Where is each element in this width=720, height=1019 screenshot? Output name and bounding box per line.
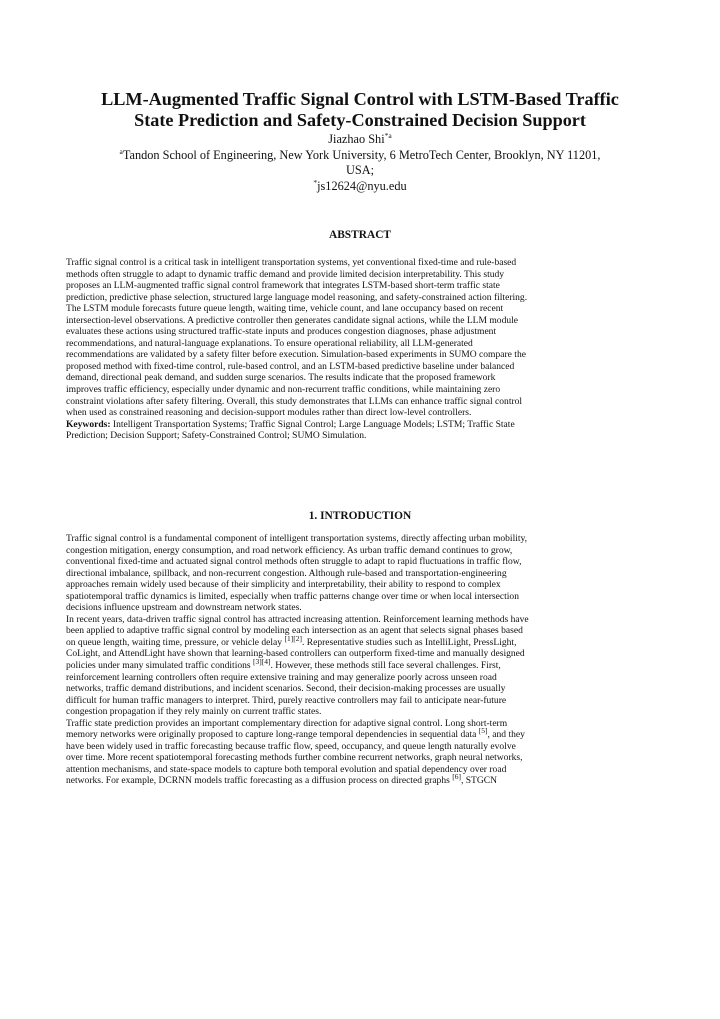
intro-line: congestion propagation if they rely mainly on current traffic states. [66, 706, 322, 718]
email-text: js12624@nyu.edu [317, 179, 407, 193]
intro-line: over time. More recent spatiotemporal forecasting methods further combine recurrent networks, graph neural networks, [66, 752, 523, 764]
intro-line: approaches remain widely used because of their simplicity and interpretability, their ability to respond to complex [66, 579, 501, 591]
author-text: Jiazhao Shi [328, 132, 385, 146]
keywords-text: Intelligent Transportation Systems; Traffic Signal Control; Large Language Models; LSTM; Traffic State [110, 418, 515, 430]
author-superscript: *a [384, 130, 392, 140]
abstract-line: proposes an LLM-augmented traffic signal control framework that integrates LSTM-based short-term traffic state [66, 280, 500, 292]
abstract-line: improves traffic efficiency, especially under dynamic and non-recurrent traffic conditions, while maintaining zero [66, 384, 501, 396]
intro-line: reinforcement learning controllers often require extensive training and may generalize poorly across unseen road [66, 671, 497, 683]
citation-ref: [3][4] [253, 656, 271, 666]
intro-line: CoLight, and AttendLight have shown that learning-based controllers can outperform fixed-time and manually designed [66, 648, 525, 660]
affiliation-line: $^a$Tandon School of Engineering, New York University, 6 MetroTech Center, Brooklyn, NY 11201, [119, 146, 601, 162]
title-line: LLM-Augmented Traffic Signal Control with LSTM-Based Traffic [101, 89, 619, 109]
intro-line: In recent years, data-driven traffic signal control has attracted increasing attention. Reinforcement learning methods have [66, 613, 529, 625]
intro-line: congestion mitigation, energy consumption, and road network efficiency. As urban traffic demand continues to grow, [66, 544, 513, 556]
affiliation-superscript: a [119, 146, 123, 156]
intro-line: decisions influence upstream and downstream network states. [66, 602, 302, 614]
intro-line: policies under many simulated traffic conditions [3][4]. However, these methods still face several challenges. First, [66, 656, 501, 672]
keywords-line [66, 419, 658, 431]
email-superscript: * [313, 177, 318, 187]
intro-line: networks, traffic demand distributions, and incident scenarios. Second, their decision-making processes are usually [66, 683, 506, 695]
abstract-line: demand, directional peak demand, and sudden surge scenarios. The results indicate that the proposed framework [66, 372, 496, 384]
keywords-line: Prediction; Decision Support; Safety-Constrained Control; SUMO Simulation. [66, 430, 367, 442]
abstract-line: Traffic signal control is a critical task in intelligent transportation systems, yet conventional fixed-time and rule-based [66, 257, 517, 268]
intro-line: on queue length, waiting time, pressure, or vehicle delay [1][2]. Representative studies such as IntelliLight, PressLight, [66, 633, 517, 648]
abstract-line: recommendations are validated by a safety filter before execution. Simulation-based experiments in SUMO compare the [66, 349, 526, 361]
abstract-line: constraint violations after safety filtering. Overall, this study demonstrates that LLMs can enhance traffic signal control [66, 395, 523, 407]
abstract-line: when used as constrained reasoning and decision-support modules rather than direct low-level controllers. [66, 407, 472, 419]
abstract-line: proposed method with fixed-time control, rule-based control, and an LSTM-based predictive baseline under balanced [66, 360, 515, 372]
author-email [40, 179, 680, 194]
keywords-label: Keywords: [66, 418, 111, 430]
intro-line: attention mechanisms, and state-space models to capture both temporal evolution and spatial dependency over road [66, 763, 507, 775]
abstract-body [66, 257, 658, 442]
introduction-body [66, 533, 658, 787]
citation-ref: [6] [452, 772, 461, 782]
abstract-line: prediction, predictive phase selection, structured large language model reasoning, and safety-constrained action filtering. [66, 291, 528, 303]
intro-line: difficult for human traffic managers to interpret. Third, purely reactive controllers may fail to anticipate near-future [66, 694, 507, 706]
intro-line: Traffic signal control is a fundamental component of intelligent transportation systems, directly affecting urban mobility, [66, 533, 528, 544]
intro-line: networks. For example, DCRNN models traffic forecasting as a diffusion process on directed graphs [6], STGCN [66, 772, 498, 787]
paper-title [40, 89, 680, 131]
abstract-line: evaluates these actions using structured traffic-state inputs and produces congestion diagnoses, phase adjustment [66, 326, 497, 338]
intro-line: directional imbalance, spillback, and non-recurrent congestion. Although rule-based and transportation-engineering [66, 567, 507, 579]
intro-line: Traffic state prediction provides an important complementary direction for adaptive signal control. Long short-term [66, 717, 508, 729]
affiliation [40, 148, 680, 178]
intro-line: been applied to adaptive traffic signal control by modeling each intersection as an agent that selects signal phases based [66, 625, 523, 637]
intro-line: memory networks were originally proposed to capture long-range temporal dependencies in sequential data [5], and they [66, 726, 525, 741]
abstract-line: methods often struggle to adapt to dynamic traffic demand and provide limited decision interpretability. This study [66, 268, 505, 280]
title-line: State Prediction and Safety-Constrained Decision Support [134, 110, 586, 130]
intro-line: conventional fixed-time and actuated signal control methods often struggle to adapt to rapid fluctuations in traffic flow, [66, 556, 522, 568]
introduction-heading: 1. INTRODUCTION [308, 510, 412, 522]
citation-ref: [1][2] [284, 633, 302, 643]
affiliation-line: USA; [345, 163, 375, 177]
intro-line: spatiotemporal traffic dynamics is limited, especially when traffic patterns change over time or when local intersection [66, 590, 519, 602]
intro-line: have been widely used in traffic forecasting because traffic flow, speed, occupancy, and queue length naturally evolve [66, 740, 516, 752]
abstract-line: recommendations, and natural-language explanations. To ensure operational reliability, all LLM-generated [66, 337, 473, 349]
abstract-line: intersection-level observations. A predictive controller then generates candidate signal actions, while the LLM module [66, 314, 519, 326]
abstract-line: The LSTM module forecasts future queue length, waiting time, vehicle count, and lane occupancy based on recent [66, 303, 504, 315]
citation-ref: [5] [478, 726, 488, 736]
abstract-heading: ABSTRACT [328, 229, 392, 241]
author-name [40, 132, 680, 147]
